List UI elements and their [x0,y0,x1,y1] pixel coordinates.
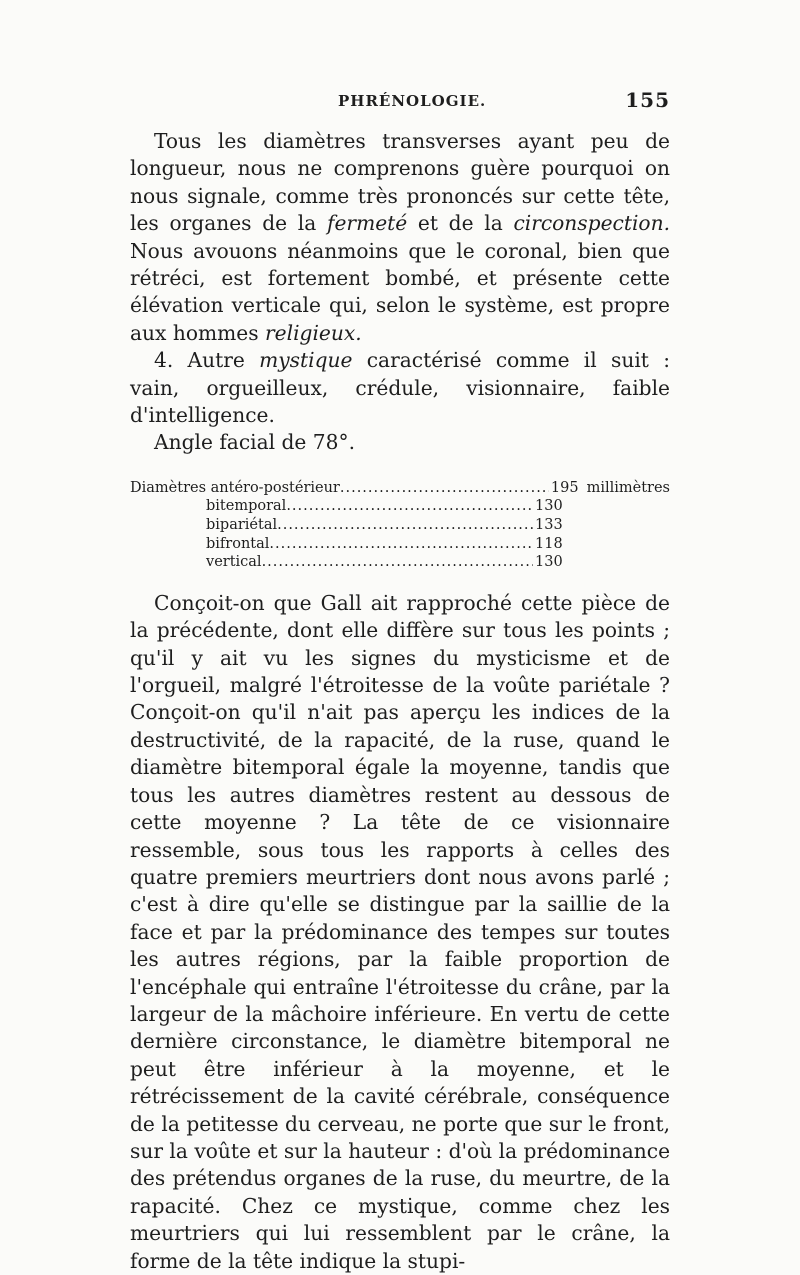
measurement-unit: millimètres [586,479,670,496]
measurements-table [130,479,670,572]
measurement-value: 130 [535,498,563,515]
paragraph-3: Angle facial de 78°. [154,430,355,455]
italic-term: circonspection. [513,211,670,236]
text-run: et de la [407,211,514,236]
measurement-label: vertical [206,554,262,571]
measurement-value: 133 [535,517,563,534]
italic-term: religieux. [265,320,362,345]
italic-term: fermeté [327,211,408,236]
measurement-row [130,535,670,554]
page-body [130,128,670,1275]
measurement-value: 195 [550,479,579,496]
paragraph-1 [130,128,670,347]
measurement-row [130,516,670,535]
paragraph-2 [130,347,670,429]
page-number: 155 [625,88,670,112]
measurement-label: bitemporal [206,498,287,515]
text-run: 4. Autre [154,348,260,373]
measurement-row [130,479,670,498]
measurement-value: 118 [535,535,563,552]
leader-dots [269,535,533,554]
text-run: Tous les diamètres transverses ayant peu de longueur, nous ne comprenons guère pourquoi on nous signale, comme très prononcés sur cette tête, les organes de la [130,129,670,236]
text-run: caractérisé comme il suit : vain, orgueilleux, crédule, visionnaire, faible d'intelligence. [130,348,670,428]
measurement-row [130,497,670,516]
leader-dots [340,479,549,498]
measurement-row [130,553,670,572]
italic-term: mystique [259,348,353,373]
measurement-value: 130 [535,554,563,571]
leader-dots [286,497,533,516]
running-title: PHRÉNOLOGIE. [338,92,487,110]
measurement-label: Diamètres antéro-postérieur [130,479,340,496]
paragraph-4: Conçoit-on que Gall ait rapproché cette pièce de la précédente, dont elle diffère sur tous les points ; qu'il y ait vu les signes du mysticisme et de l'orgueil, malgré l'étroitesse de la voûte pariétale ? Conçoit-on qu'il n'ait pas aperçu les indices de la destructivité, de la rapacité, de la ruse, quand le diamètre bitemporal égale la moyenne, tandis que tous les autres diamètres restent au dessous de cette moyenne ? La tête de ce visionnaire ressemble, sous tous les rapports à celles des quatre premiers meurtriers dont nous avons parlé ; c'est à dire qu'elle se distingue par la saillie de la face et par la prédominance des tempes sur toutes les autres régions, par la faible proportion de l'encéphale qui entraîne l'étroitesse du crâne, par la largeur de la mâchoire inférieure. En vertu de cette dernière circonstance, le diamètre bitemporal ne peut être inférieur à la moyenne, et le rétrécissement de la cavité cérébrale, conséquence de la petitesse du cerveau, ne porte que sur le front, sur la voûte et sur la hauteur : d'où la prédominance des prétendus organes de la ruse, du meurtre, de la rapacité. Chez ce mystique, comme chez les meurtriers qui lui ressemblent par le crâne, la forme de la tête indique la stupi- [130,590,671,1273]
measurement-label: bifrontal [206,535,270,552]
leader-dots [262,553,533,572]
measurement-label: bipariétal [206,517,278,534]
leader-dots [277,516,533,535]
text-run: Nous avouons néanmoins que le coronal, bien que rétréci, est fortement bombé, et présente cette élévation verticale qui, selon le système, est propre aux hommes [130,238,670,345]
